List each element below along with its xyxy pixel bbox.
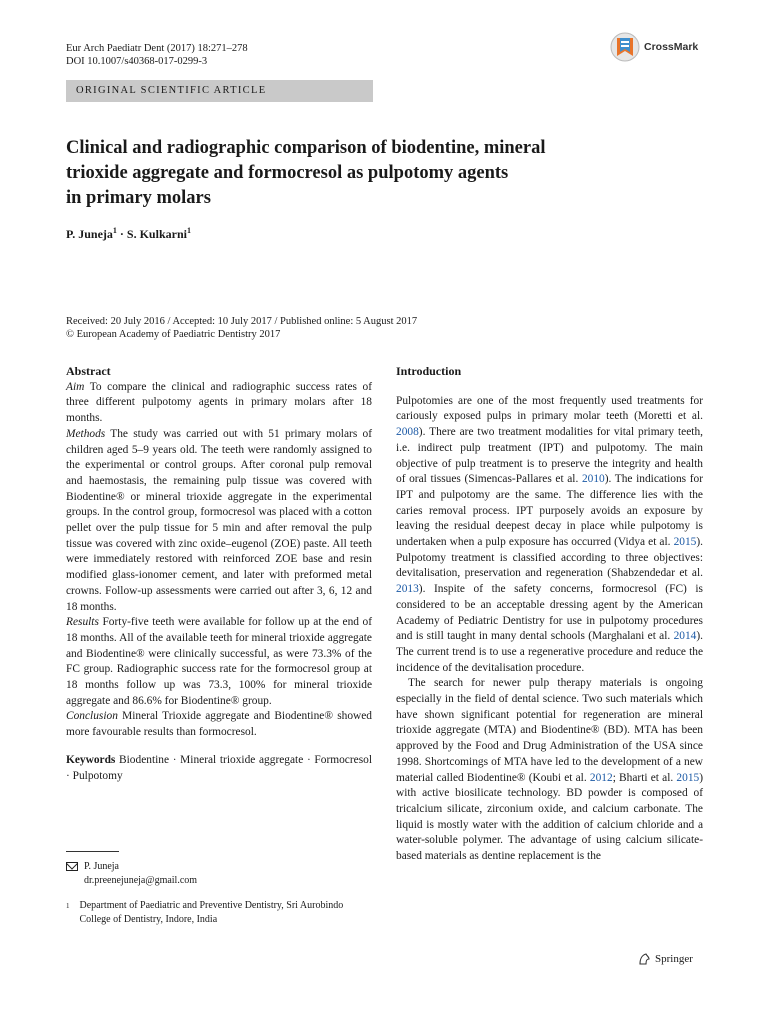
- author-1-affiliation-ref: 1: [112, 226, 117, 235]
- journal-info: [66, 42, 248, 68]
- article-title: [66, 136, 686, 211]
- intro-p2-text: ; Bharti et al.: [612, 771, 677, 784]
- contact-name: P. Juneja: [84, 861, 119, 872]
- aim-label: Aim: [66, 380, 85, 393]
- introduction-heading: Introduction: [396, 364, 462, 378]
- citation-link[interactable]: 2015: [676, 771, 700, 784]
- publisher-footer: [637, 952, 693, 966]
- affiliation: [66, 899, 366, 927]
- conclusion-label: Conclusion: [66, 710, 118, 723]
- intro-p1-text: ). Pulpotomy treatment is classified according to three objectives: devitalisation, preservation and regeneration (Shabzendedar et al.: [396, 536, 703, 580]
- crossmark-label: CrossMark: [644, 41, 699, 53]
- abstract-aim: [66, 380, 372, 427]
- title-line-2: trioxide aggregate and formocresol as pulpotomy agents: [66, 163, 509, 183]
- methods-text: The study was carried out with 51 primary molars of children aged 5–9 years old. The teeth were randomly assigned to the experimental or control groups. After coronal pulp removal and haemostasis, the remaining pulp tissue was covered with Biodentine® or mineral trioxide aggregate in the experimental groups. In the control group, formocresol was placed with a cotton pellet over the pulp tissue for 5 min and after removal the pulp tissue was covered with zinc oxide–eugenol (ZOE) paste. All teeth were immediately restored with reinforced ZOE base and resin modified glass-ionomer cement, and later with preformed metal crowns. Follow-up assessments were carried out after 3, 6, 12 and 18 months.: [66, 427, 372, 613]
- crossmark-badge[interactable]: [610, 32, 698, 62]
- author-1[interactable]: P. Juneja: [66, 227, 113, 241]
- keywords-text: Biodentine · Mineral trioxide aggregate · Formocresol · Pulpotomy: [66, 753, 372, 782]
- right-column: [396, 364, 703, 865]
- publisher-name: Springer: [655, 953, 693, 965]
- citation-link[interactable]: 2013: [396, 583, 419, 596]
- title-line-3: in primary molars: [66, 188, 211, 208]
- intro-p1-text: ). There are two treatment modalities for vital primary teeth, i.e. indirect pulp treatment (IPT) and pulpotomy. The main objective of pulp treatment is to preserve the integrity and health of oral tissues (Simencas-Pallares et al.: [396, 426, 703, 486]
- title-line-1: Clinical and radiographic comparison of biodentine, mineral: [66, 138, 546, 158]
- results-label: Results: [66, 616, 99, 629]
- left-column: [66, 364, 372, 784]
- abstract-conclusion: [66, 709, 372, 740]
- copyright-line: © European Academy of Paediatric Dentistry 2017: [66, 329, 281, 340]
- methods-label: Methods: [66, 427, 106, 440]
- keywords: [66, 753, 372, 784]
- contact-email[interactable]: dr.preenejuneja@gmail.com: [84, 875, 198, 886]
- footnote-divider: [66, 851, 119, 852]
- intro-p2-text: ) with active biosilicate technology. BD powder is composed of tricalcium silicate, zirconium oxide, and calcium carbonate. The liquid is mostly water with the addition of calcium chloride and a water-soluble polymer. The advantage of using calcium silicate-based materials as dentine replacement is the: [396, 771, 703, 863]
- springer-horse-icon: [637, 952, 651, 966]
- intro-p2-text: The search for newer pulp therapy materials is ongoing especially in the field of dental science. Two such materials which have shown significant potential for regeneration are mineral trioxide aggregate (MTA) and Biodentine® (BD). MTA has been approved by the Food and Drug Administration of the USA since 1998. Shortcomings of MTA have led to the development of a new material called Biodentine® (Koubi et al.: [396, 677, 703, 784]
- keywords-label: Keywords: [66, 753, 116, 766]
- author-separator: ·: [116, 227, 127, 241]
- abstract-results: [66, 615, 372, 709]
- journal-citation: Eur Arch Paediatr Dent (2017) 18:271–278: [66, 43, 248, 54]
- intro-p1-text: ). The current trend is to use a regenerative procedure and reduce the incidence of the devitalisation procedure.: [396, 630, 703, 674]
- crossmark-icon: [610, 32, 640, 62]
- envelope-icon: [66, 862, 78, 871]
- conclusion-text: Mineral Trioxide aggregate and Biodentine® showed more favourable results than formocresol.: [66, 710, 372, 739]
- author-2[interactable]: S. Kulkarni: [126, 227, 187, 241]
- affiliation-text: Department of Paediatric and Preventive Dentistry, Sri Aurobindo College of Dentistry, Indore, India: [79, 900, 344, 925]
- results-text: Forty-five teeth were available for follow up at the end of 18 months. All of the available teeth for mineral trioxide aggregate and Biodentine® were clinically successful, as were 73.3% of the FC group. Radiographic success rate for the formocresol group at 18 months follow up was 73.3, 100% for mineral trioxide aggregate and 86.6% for Biodentine® group.: [66, 616, 372, 707]
- affiliation-number: 1: [66, 902, 70, 910]
- intro-p1-text: ). Inspite of the safety concerns, formocresol (FC) is considered to be an acceptable dressing agent by the American Academy of Pediatric Dentistry for use in pulpotomy procedures and is still taught in many dental schools (Marghalani et al.: [396, 583, 703, 643]
- intro-p1-text: Pulpotomies are one of the most frequently used treatments for cariously exposed pulps in primary molar teeth (Moretti et al.: [396, 394, 703, 423]
- author-list: [66, 226, 191, 242]
- author-2-affiliation-ref: 1: [186, 226, 191, 235]
- history-dates: Received: 20 July 2016 / Accepted: 10 July 2017 / Published online: 5 August 2017: [66, 316, 418, 327]
- article-type-banner: ORIGINAL SCIENTIFIC ARTICLE: [66, 80, 373, 102]
- citation-link[interactable]: 2008: [396, 426, 419, 439]
- doi[interactable]: DOI 10.1007/s40368-017-0299-3: [66, 56, 208, 67]
- publication-history: [66, 315, 417, 341]
- aim-text: To compare the clinical and radiographic success rates of three different pulpotomy agents in primary molars after 18 months.: [66, 380, 372, 425]
- citation-link[interactable]: 2010: [581, 473, 605, 486]
- corresponding-author: [66, 860, 197, 888]
- intro-p1-text: ). The indications for IPT and pulpotomy are the same. The difference lies with the caries removal process. IPT purposely avoids an exposure by leaving the residual deepest decay in place while pulpotomy is undertaken when a pulp exposure has occurred (Vidya et al.: [396, 473, 704, 549]
- citation-link[interactable]: 2014: [673, 630, 697, 643]
- citation-link[interactable]: 2015: [673, 536, 697, 549]
- citation-link[interactable]: 2012: [589, 771, 613, 784]
- intro-paragraph-2: [396, 676, 703, 864]
- intro-paragraph-1: [396, 394, 703, 677]
- abstract-heading: Abstract: [66, 364, 111, 378]
- abstract-methods: [66, 427, 372, 615]
